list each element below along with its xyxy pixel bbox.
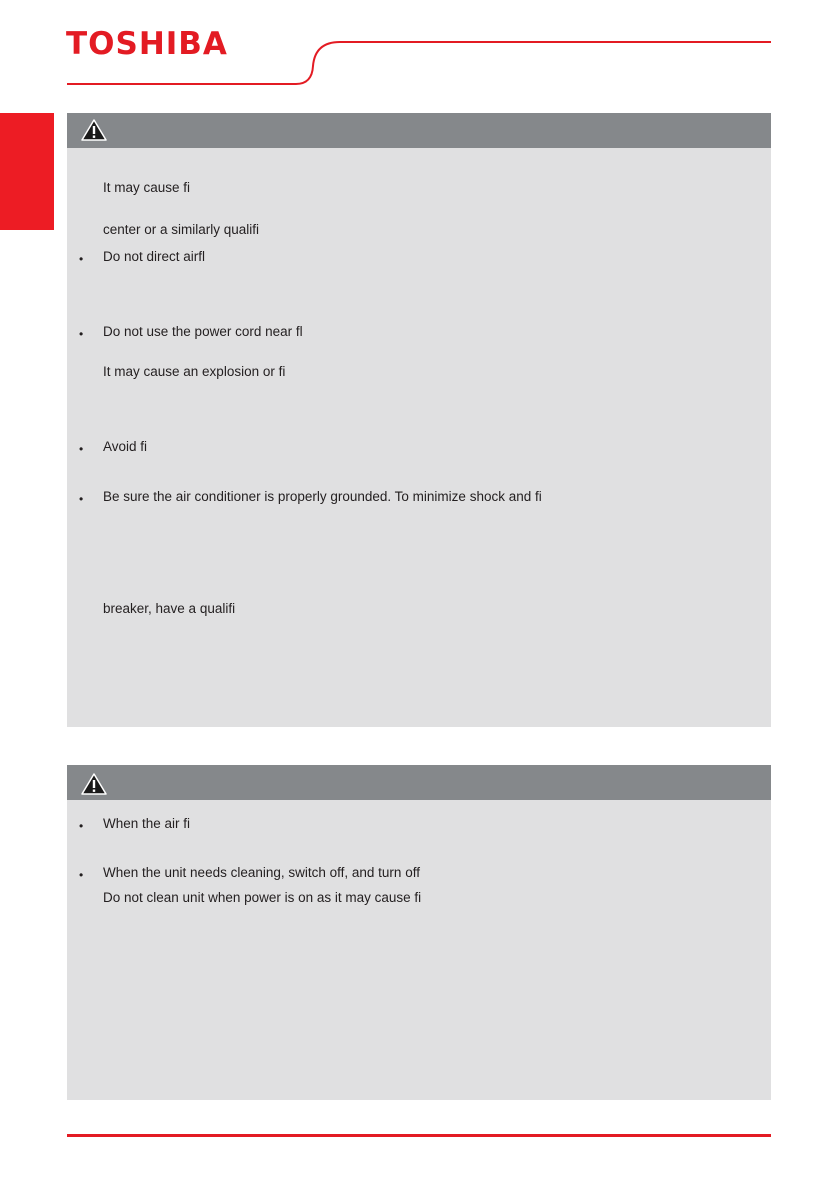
header-divider [0,0,840,100]
caution-text-line: When the unit needs cleaning, switch off, and turn off [103,865,420,880]
bullet-marker: • [79,442,84,456]
warning-triangle-icon [81,119,107,141]
caution-panel-header [67,765,771,800]
bullet-marker: • [79,819,84,833]
warning-text-line: Be sure the air conditioner is properly grounded. To minimize shock and fi [103,489,542,504]
bullet-marker: • [79,327,84,341]
bullet-marker: • [79,868,84,882]
warning-text-line: breaker, have a qualifi [103,601,236,616]
bullet-marker: • [79,252,84,266]
warning-text-line: Do not use the power cord near fl [103,324,303,339]
warning-text-line: It may cause fi [103,180,191,195]
warning-text-line: center or a similarly qualifi [103,222,260,237]
warning-text-line: Avoid fi [103,439,148,454]
toshiba-logo: TOSHIBA [66,26,228,62]
caution-text-line: Do not clean unit when power is on as it may cause fi [103,890,422,905]
footer-divider [67,1134,771,1137]
bullet-marker: • [79,492,84,506]
caution-panel [67,765,771,1100]
caution-text-line: When the air fi [103,816,191,831]
warning-text-line: Do not direct airfl [103,249,206,264]
section-side-tab [0,113,54,230]
warning-triangle-icon [81,773,107,795]
warning-panel-header [67,113,771,148]
warning-panel [67,113,771,727]
warning-text-line: It may cause an explosion or fi [103,364,286,379]
